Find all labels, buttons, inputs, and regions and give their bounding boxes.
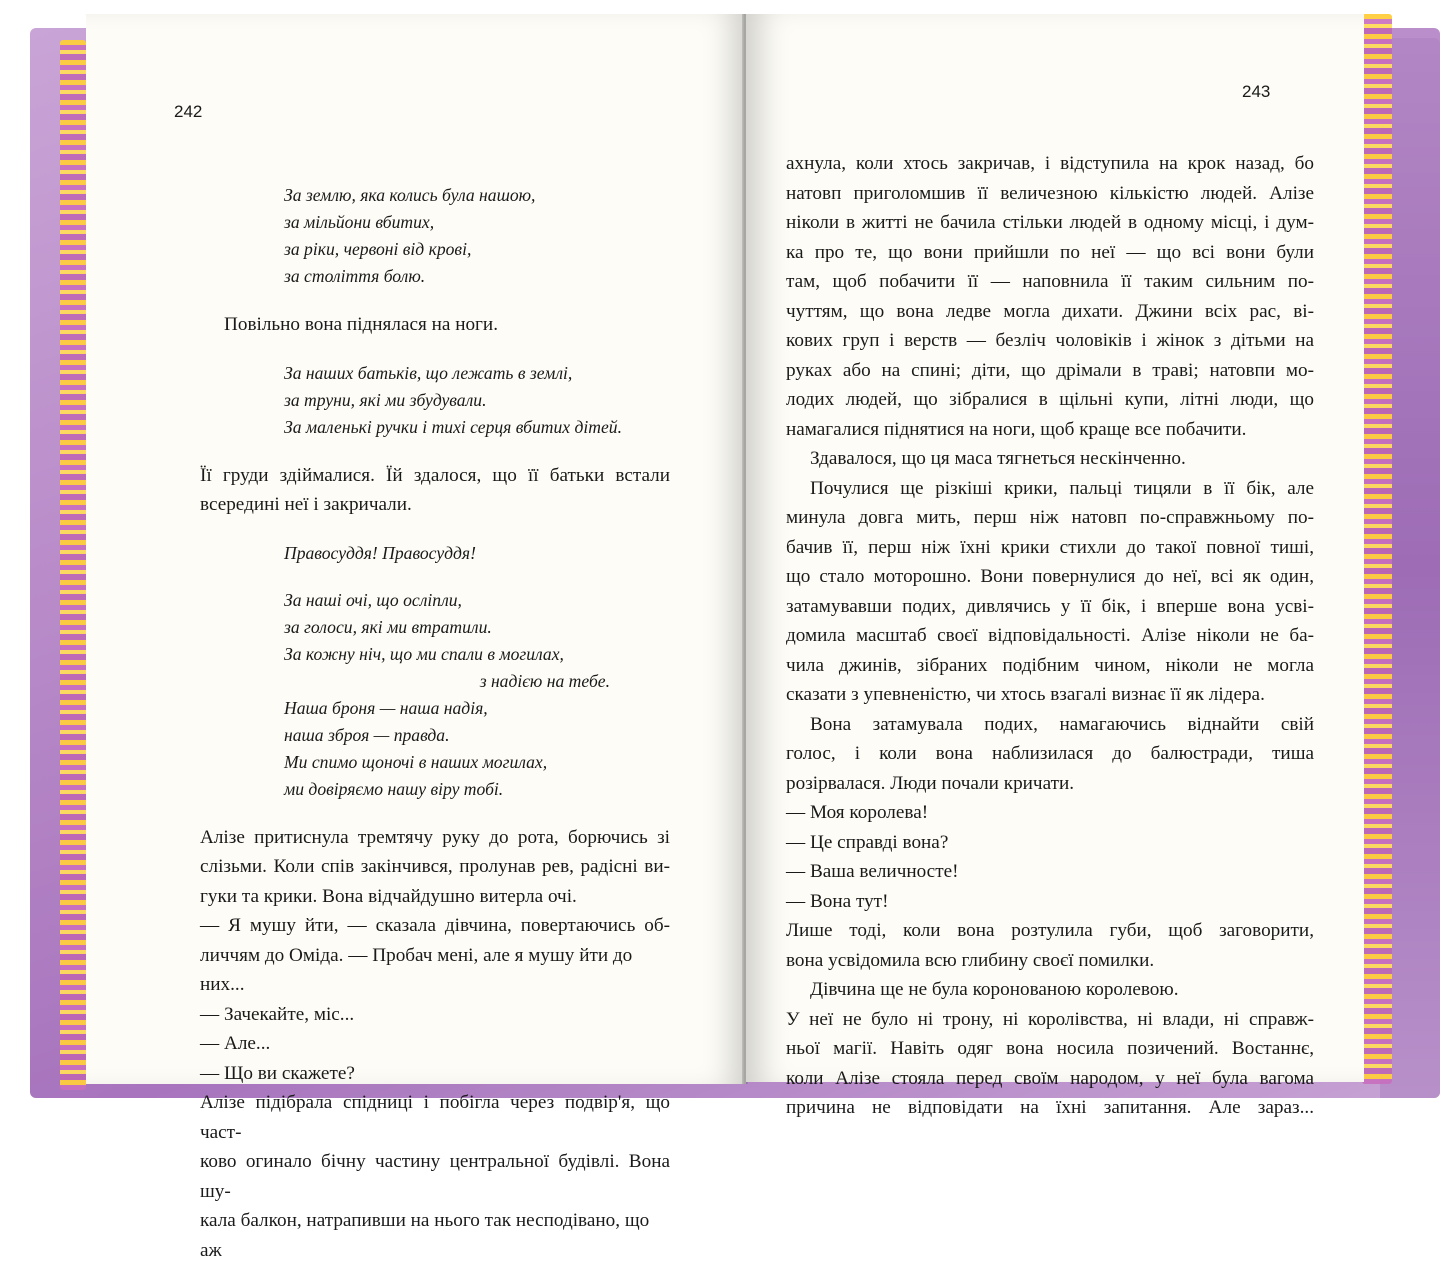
- poem-line: За землю, яка колись була нашою,: [284, 185, 536, 205]
- right-page-text: [786, 149, 1314, 1123]
- text-line: сказати з упевненістю, чи хтось взагалі визнає її як лідера.: [786, 684, 1265, 705]
- text-line: розірвалася. Люди почали кричати.: [786, 772, 1075, 794]
- gilded-edge-right: [1362, 14, 1392, 1084]
- poem-line: ми довіряємо нашу віру тобі.: [284, 778, 504, 799]
- poem-line: наша зброя — правда.: [284, 724, 450, 745]
- text-line: — Я мушу йти, — сказала дівчина, повертаючись об-: [200, 915, 670, 936]
- text-line: ково огинало бічну частину центральної будівлі. Вона шу-: [200, 1151, 670, 1202]
- text-line: кових груп і верств — безліч чоловіків і жінок з дітьми на: [786, 330, 1314, 351]
- text-line: чуттям, що вона ледве могла дихати. Джини всіх рас, ві-: [786, 300, 1314, 322]
- text-line: Повільно вона піднялася на ноги.: [224, 314, 498, 335]
- text-line: всередині неї і закричали.: [200, 494, 412, 515]
- text-line: гуки та крики. Вона відчайдушно витерла очі.: [200, 885, 577, 907]
- left-page: [86, 14, 746, 1261]
- text-line: Її груди здіймалися. Їй здалося, що її батьки встали: [200, 464, 670, 486]
- text-line: Алізе підібрала спідниці і побігла через подвір'я, що част-: [200, 1092, 670, 1143]
- text-line: — Що ви скажете?: [200, 1062, 355, 1084]
- text-line: вона усвідомила всю глибину своєї помилки.: [786, 949, 1155, 971]
- text-line: Почулися ще різкіші крики, пальці тицяли в її бік, але: [810, 477, 1314, 499]
- poem-line: за голоси, які ми втратили.: [284, 616, 492, 637]
- poem-line: За маленькі ручки і тихі серця вбитих дітей.: [284, 416, 622, 437]
- text-line: — Але...: [200, 1033, 271, 1054]
- text-line: бачив її, перш ніж їхні крики стихли до такої повної тиші,: [786, 536, 1314, 558]
- page-number-left: 242: [174, 102, 203, 121]
- text-line: У неї не було ні трону, ні королівства, ні влади, ні справж-: [786, 1008, 1314, 1030]
- text-line: ахнула, коли хтось закричав, і відступила на крок назад, бо: [786, 153, 1314, 174]
- text-line: Лише тоді, коли вона розтулила губи, щоб заговорити,: [786, 920, 1314, 941]
- text-line: — Ваша величносте!: [786, 861, 959, 882]
- poem-line: за мільйони вбитих,: [284, 212, 435, 232]
- text-line: ка про те, що вони прийшли по неї — що всі вони були: [786, 241, 1314, 263]
- poem-line: за століття болю.: [284, 266, 426, 286]
- poem-line: За наші очі, що осліпли,: [284, 589, 462, 610]
- text-line: там, щоб побачити її — наповнила її таким сильним по-: [786, 271, 1314, 292]
- text-line: коли Алізе стояла перед своїм народом, у неї була вагома: [786, 1067, 1314, 1089]
- text-line: чила джинів, зібраних подібним чином, ніколи не могла: [786, 654, 1314, 676]
- text-line: що стало моторошно. Вони повернулися до неї, всі як один,: [786, 566, 1314, 587]
- right-page: [746, 14, 1364, 1118]
- text-line: слізьми. Коли спів закінчився, пролунав рев, радісні ви-: [200, 856, 670, 877]
- gilded-edge-left: [60, 40, 86, 1090]
- text-line: кала балкон, натрапивши на нього так несподівано, що аж: [200, 1210, 650, 1261]
- left-page-text: [200, 182, 670, 1265]
- text-line: лодих людей, що зібралися в щільні купи, літні люди, що: [786, 389, 1314, 410]
- text-line: — Це справді вона?: [786, 831, 949, 853]
- text-line: домила масштаб своєї відповідальності. Алізе ніколи не ба-: [786, 625, 1314, 646]
- text-line: Алізе притиснула тремтячу руку до рота, борючись зі: [200, 826, 670, 848]
- text-line: — Зачекайте, міс...: [200, 1003, 355, 1025]
- text-line: минула довга мить, перш ніж натовп по-справжньому по-: [786, 507, 1314, 528]
- text-line: затамувавши подих, дивлячись у її бік, і вперше вона усві-: [786, 595, 1314, 617]
- poem-line: за ріки, червоні від крові,: [284, 239, 472, 259]
- text-line: Вона затамувала подих, намагаючись віднайти свій: [810, 713, 1314, 735]
- text-line: Здавалося, що ця маса тягнеться нескінченно.: [810, 448, 1186, 469]
- poem-line: за труни, які ми збудували.: [284, 389, 487, 410]
- text-line: ньої магії. Навіть одяг вона носила позичений. Востаннє,: [786, 1038, 1314, 1059]
- text-line: причина не відповідати на їхні запитання. Але зараз...: [786, 1097, 1314, 1118]
- page-number-right: 243: [1242, 82, 1271, 101]
- text-line: ніколи в житті не бачила стільки людей в одному місці, і дум-: [786, 212, 1314, 233]
- poem-line: Ми спимо щоночі в наших могилах,: [284, 751, 548, 772]
- poem-line: За наших батьків, що лежать в землі,: [284, 362, 573, 383]
- poem-line: Правосуддя! Правосуддя!: [284, 542, 476, 563]
- poem-line: Наша броня — наша надія,: [284, 697, 488, 718]
- text-line: — Моя королева!: [786, 802, 929, 823]
- poem-line: з надією на тебе.: [479, 670, 610, 691]
- text-line: намагалися піднятися на ноги, щоб краще все побачити.: [786, 418, 1247, 440]
- poem-line: За кожну ніч, що ми спали в могилах,: [284, 643, 564, 664]
- text-line: руках або на спині; діти, що дрімали в траві; натовпи мо-: [786, 359, 1314, 381]
- text-line: Дівчина ще не була коронованою королевою.: [810, 979, 1179, 1000]
- text-line: натовп приголомшив її величезною кількістю людей. Алізе: [786, 182, 1314, 204]
- text-line: личчям до Оміда. — Пробач мені, але я мушу йти до них...: [200, 944, 633, 995]
- text-line: — Вона тут!: [786, 890, 889, 912]
- text-line: голос, і коли вона наблизилася до балюстради, тиша: [786, 743, 1314, 764]
